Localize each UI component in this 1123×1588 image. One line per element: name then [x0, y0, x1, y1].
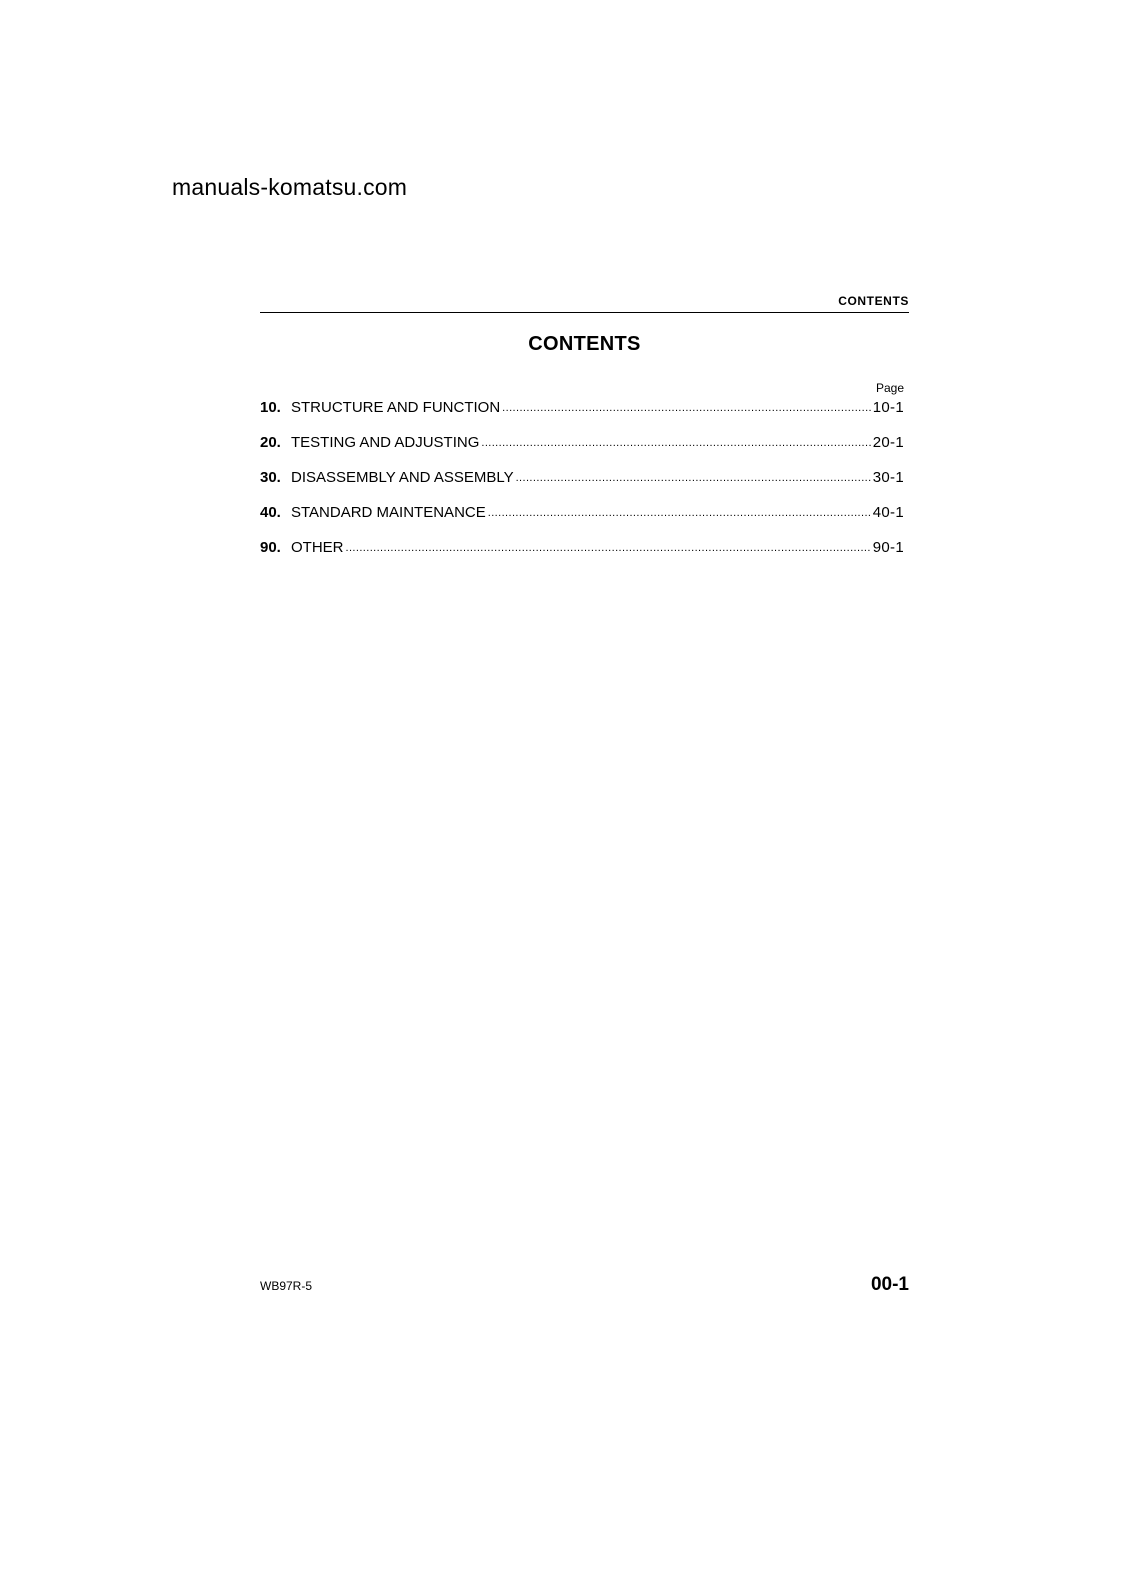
- page-title: CONTENTS: [528, 333, 641, 355]
- toc-entry-title: STRUCTURE AND FUNCTION: [291, 399, 501, 416]
- toc-entry-title: OTHER: [291, 539, 344, 556]
- running-head: CONTENTS: [838, 294, 909, 308]
- dot-leader: [481, 437, 870, 449]
- watermark-text: manuals-komatsu.com: [172, 174, 408, 200]
- toc-entry-page: 90-1: [872, 539, 904, 556]
- toc-entry-title: DISASSEMBLY AND ASSEMBLY: [291, 469, 514, 486]
- toc-entry-number: 10.: [260, 399, 281, 416]
- dot-leader: [502, 402, 871, 414]
- toc-entry-page: 30-1: [872, 469, 904, 486]
- footer-page-number: 00-1: [870, 1274, 909, 1295]
- toc-entry-title: TESTING AND ADJUSTING: [291, 434, 480, 451]
- footer-model-code: WB97R-5: [260, 1279, 313, 1293]
- toc-entry-number: 20.: [260, 434, 281, 451]
- toc-entry-structure-and-function[interactable]: [260, 399, 904, 434]
- dot-leader: [346, 542, 871, 554]
- header-rule: [260, 312, 909, 313]
- dot-leader: [516, 472, 871, 484]
- toc-entry-page: 40-1: [872, 504, 904, 521]
- toc-entry-other[interactable]: [260, 539, 904, 574]
- toc-entry-page: 20-1: [872, 434, 904, 451]
- toc-entry-page: 10-1: [872, 399, 904, 416]
- toc-entry-number: 40.: [260, 504, 281, 521]
- toc-entry-disassembly-and-assembly[interactable]: [260, 469, 904, 504]
- dot-leader: [488, 507, 871, 519]
- toc-entry-number: 90.: [260, 539, 281, 556]
- toc-entry-number: 30.: [260, 469, 281, 486]
- toc-entry-title: STANDARD MAINTENANCE: [291, 504, 486, 521]
- toc-entry-standard-maintenance[interactable]: [260, 504, 904, 539]
- table-of-contents: [260, 399, 904, 574]
- toc-entry-testing-and-adjusting[interactable]: [260, 434, 904, 469]
- page-column-label: Page: [875, 381, 904, 395]
